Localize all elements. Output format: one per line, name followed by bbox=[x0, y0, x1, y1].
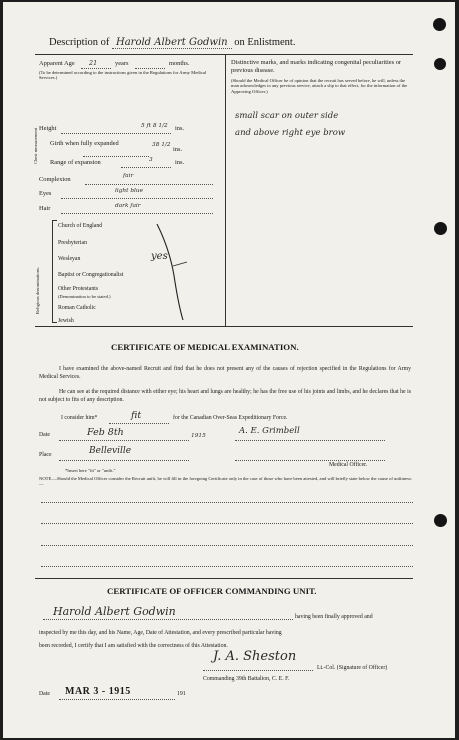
religion-label: Religious denominations. bbox=[35, 267, 40, 314]
apparent-age-label: Apparent Age bbox=[39, 60, 75, 67]
hair-label: Hair bbox=[39, 205, 51, 212]
punch-hole-middle bbox=[434, 222, 447, 235]
height-unit: ins. bbox=[175, 125, 185, 132]
medical-date-label: Date bbox=[39, 432, 50, 438]
medical-para-2: He can see at the required distance with either eye; his heart and lungs are healthy; he has the free use of his joints and limbs, and he declares that he is not subject to fits of any description. bbox=[39, 389, 411, 403]
consider-suffix: for the Canadian Over-Seas Expeditionary Force. bbox=[173, 415, 288, 421]
header-rule bbox=[35, 54, 413, 55]
punch-hole-lower bbox=[434, 514, 447, 527]
eyes-label: Eyes bbox=[39, 190, 52, 197]
insert-note: *Insert here "fit" or "unfit." bbox=[65, 468, 116, 473]
commanding-text-2: inspected by me this day, and his Name, Age, Date of Attestation, and every prescribed particular having bbox=[39, 630, 282, 636]
range-value: 3 bbox=[149, 157, 153, 163]
punch-hole-upper bbox=[434, 58, 446, 70]
girth-value: 38 1/2 bbox=[152, 142, 171, 148]
marks-note: (Should the Medical Officer be of opinion that the recruit has served before, he will, unless the man acknowledges to any previous service, attach a slip to that effect, for the information of the Approving Officer.) bbox=[231, 78, 408, 94]
medical-officer-title: Medical Officer. bbox=[329, 462, 368, 468]
age-value: 21 bbox=[89, 59, 98, 67]
title-prefix: Description of bbox=[49, 37, 110, 48]
chest-label: Chest measurement bbox=[33, 127, 38, 164]
medical-para-1: I have examined the above-named Recruit and find that he does not present any of the causes of rejection specified in the Regulations for Army Medical Services. bbox=[39, 366, 411, 380]
marks-line-2: and above right eye brow bbox=[235, 128, 346, 138]
marks-label: Distinctive marks, and marks indicating congenital peculiarities or previous disease. bbox=[231, 59, 402, 74]
unfitness-line-1 bbox=[41, 502, 413, 503]
commanding-text-1: having been finally approved and bbox=[295, 614, 373, 620]
section-rule bbox=[35, 326, 413, 327]
consider-value: fit bbox=[131, 410, 142, 421]
commanding-text-3: been recorded, I certify that I am satisfied with the correctness of this Attestation. bbox=[39, 643, 228, 649]
medical-heading: CERTIFICATE OF MEDICAL EXAMINATION. bbox=[111, 342, 299, 352]
medical-signature: A. E. Grimbell bbox=[239, 426, 300, 436]
unfitness-line-3 bbox=[41, 545, 413, 546]
commanding-date-stamp: MAR 3 - 1915 bbox=[65, 686, 131, 697]
commanding-stamp-line: Commanding 39th Battalion, C. E. F. bbox=[203, 676, 290, 682]
religion-wesleyan: Wesleyan bbox=[58, 256, 81, 262]
commanding-date-label: Date bbox=[39, 691, 50, 697]
range-unit: ins. bbox=[175, 159, 185, 166]
height-label: Height bbox=[39, 125, 57, 132]
religion-jewish: Jewish bbox=[58, 318, 74, 324]
unfitness-line-4 bbox=[41, 566, 413, 567]
religion-bracket bbox=[52, 220, 53, 322]
age-note: (To be determined according to the instructions given in the Regulations for Army Medical Services.) bbox=[39, 70, 207, 81]
commanding-heading: CERTIFICATE OF OFFICER COMMANDING UNIT. bbox=[107, 586, 317, 596]
marks-line-1: small scar on outer side bbox=[235, 111, 339, 121]
punch-hole-top bbox=[433, 18, 446, 31]
page-title bbox=[49, 37, 295, 48]
commanding-signature: J. A. Sheston bbox=[213, 649, 297, 664]
years-label: years bbox=[115, 60, 129, 67]
girth-label: Girth when fully expanded bbox=[50, 140, 119, 147]
title-suffix: on Enlistment. bbox=[234, 37, 296, 48]
eyes-value: light blue bbox=[115, 188, 144, 194]
complexion-label: Complexion bbox=[39, 176, 71, 183]
girth-unit: ins. bbox=[173, 146, 183, 153]
section-rule-2 bbox=[35, 578, 413, 579]
recruit-name: Harold Albert Godwin bbox=[112, 37, 232, 49]
commanding-recruit-name: Harold Albert Godwin bbox=[53, 605, 176, 618]
hair-value: dark fair bbox=[115, 203, 141, 209]
medical-note: NOTE.—Should the Medical Officer consider the Recruit unfit, he will fill in the foregoing Certificate only in the case of those who have been attested, and will briefly state below the cause of unfitness:— bbox=[39, 476, 412, 487]
wesleyan-mark: yes bbox=[151, 251, 168, 262]
religion-strike-mark bbox=[153, 222, 193, 324]
commanding-date-suffix: 191 bbox=[177, 691, 186, 697]
column-divider bbox=[225, 55, 226, 326]
religion-presbyterian: Presbyterian bbox=[58, 240, 87, 246]
medical-year-value: 1915 bbox=[191, 433, 206, 439]
height-value: 5 ft 8 1/2 bbox=[141, 123, 168, 129]
attestation-page bbox=[3, 2, 455, 738]
unfitness-line-2 bbox=[41, 523, 413, 524]
months-label: months. bbox=[169, 60, 190, 67]
religion-other-protestants: Other Protestants bbox=[58, 286, 99, 292]
religion-baptist: Baptist or Congregationalist bbox=[58, 272, 124, 278]
place-value: Belleville bbox=[89, 446, 132, 456]
commanding-signature-suffix: Lt.-Col. (Signature of Officer) bbox=[317, 665, 388, 671]
religion-church-of-england: Church of England bbox=[58, 223, 103, 229]
religion-denomination-note: (Denomination to be stated.) bbox=[58, 294, 111, 299]
religion-roman-catholic: Roman Catholic bbox=[58, 305, 96, 311]
place-label: Place bbox=[39, 452, 52, 458]
consider-label: I consider him* bbox=[61, 415, 98, 421]
range-label: Range of expansion bbox=[50, 159, 101, 166]
medical-date-value: Feb 8th bbox=[87, 427, 124, 438]
complexion-value: fair bbox=[123, 173, 134, 179]
